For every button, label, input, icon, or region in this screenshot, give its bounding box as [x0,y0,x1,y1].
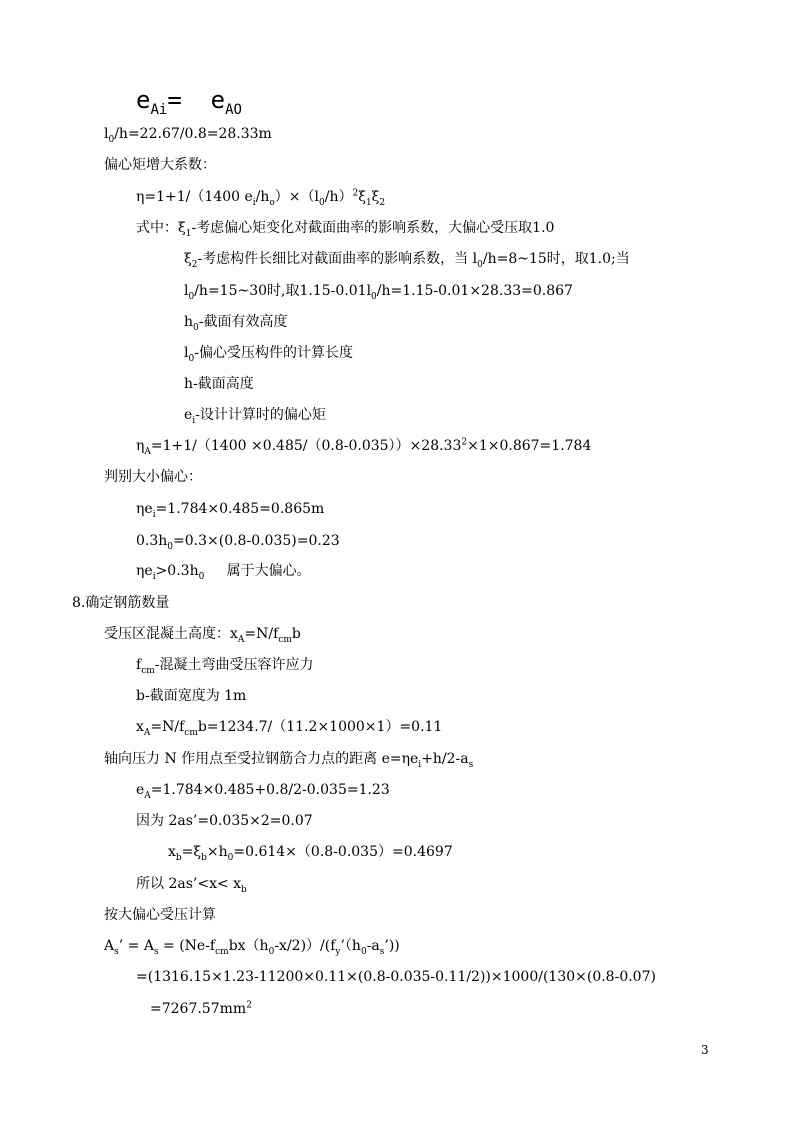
calc-03h0: $0.3h_0=0.3\times(0.8-0.035)=0.23$ [136,533,340,552]
calc-xb: $x_b=\xi_b\times h_0=0.614\times(0.8-0.035)=0.4697$ [168,844,453,863]
result-as: $=7267.57mm^2$ [150,1000,252,1017]
definition-xi2-continued: $l_0/h=15\sim 30$时,取$1.15-0.01l_0/h=1.15-0.01\times 28.33=0.867$ [184,283,573,302]
definition-h0: $h_0-$截面有效高度 [184,314,288,333]
formula-as: $A_s$’ = $A_s$ = $(Ne-f_{cm}bx(h_0-x/2))/(f_y’(h_0-a_s’))$ [104,938,400,957]
definition-h: h-截面高度 [184,376,254,392]
calc-eta-a: $\eta_A=1+1/(1400 \times 0.485/(0.8-0.035))\times 28.33^2\times 1\times 0.867=1.784$ [136,437,592,457]
definition-xi1: 式中：$\xi_1-$考虑偏心矩变化对截面曲率的影响系数，大偏心受压取1.0 [136,220,555,239]
compare-result: $\eta e_i>0.3h_0$ 属于大偏心。 [136,563,311,582]
calc-ea: $e_A=1.784\times 0.485+0.8/2-0.035=1.23$ [136,782,390,801]
definition-b: b-截面宽度为 1m [136,688,247,704]
equation-eai: $e_{Ai}= e_{AO}$ [136,86,242,118]
text-e-distance: 轴向压力 N 作用点至受拉钢筋合力点的距离 $e=\eta e_i+h/2-a_s$ [104,751,474,770]
section-heading-8: 8.确定钢筋数量 [72,595,170,611]
text-therefore: 所以 2as’<x< $x_b$ [136,876,247,895]
definition-xi2: $\xi_2-$考虑构件长细比对截面曲率的影响系数，当 $l_0/h=8\sim 15$时，取1.0;当 [184,251,630,270]
calc-xa: $x_A=N/f_{cm}b=1234.7/(11.2\times 1000\times 1)=0.11$ [136,719,443,738]
definition-l0: $l_0-$偏心受压构件的计算长度 [184,345,353,364]
text-because: 因为 2as’=0.035×2=0.07 [136,813,313,829]
text-by-large-eccentric: 按大偏心受压计算 [104,907,216,923]
calc-as: =(1316.15×1.23-11200×0.11×(0.8-0.035-0.11/2))×1000/(130×(0.8-0.07) [136,969,656,985]
definition-ei: $e_i-$设计计算时的偏心矩 [184,407,326,426]
heading-eta: 偏心矩增大系数： [104,157,216,173]
calc-eta-ei: $\eta e_i=1.784\times 0.485=0.865m$ [136,501,325,520]
page-number: 3 [701,1043,709,1057]
definition-fcm: $f_{cm}-$混凝土弯曲受压容许应力 [136,657,314,676]
heading-compression-zone: 受压区混凝土高度：$x_A=N/f_{cm}b$ [104,626,301,645]
text-l0-over-h: $l_0/h=22.67/0.8=28.33m$ [104,126,272,145]
formula-eta: η=1+1/（1400 $e_i/h_o)\times(l_0/h)^2\xi_1\xi_2$ [136,188,386,208]
heading-judge: 判别大小偏心： [104,469,202,485]
